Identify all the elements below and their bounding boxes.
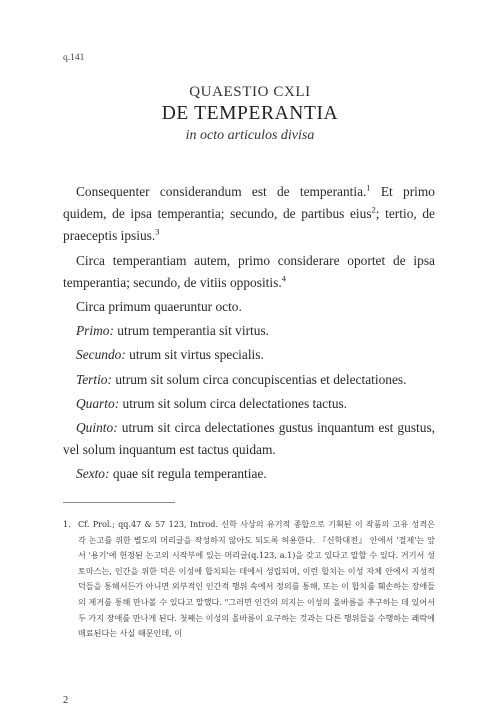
footnote-number: 1. [63,519,71,529]
article-ordinal: Secundo: [76,347,126,363]
article-text: utrum sit virtus specialis. [125,347,264,363]
question-title: DE TEMPERANTIA [161,103,339,124]
article-ordinal: Primo: [76,323,114,339]
article-ordinal: Tertio: [76,371,112,387]
footnote-marker-4: 4 [281,273,286,284]
article-text: utrum temperantia sit virtus. [113,323,270,339]
article-item [63,369,435,391]
article-text: quae sit regula temperantiae. [109,466,267,482]
paragraph-primum: Circa primum quaeruntur octo. [76,299,242,315]
article-ordinal: Quinto: [76,420,118,436]
footnote-divider [63,502,175,503]
article-item [63,320,435,342]
article-ordinal: Sexto: [76,466,110,482]
footnote-marker-1: 1 [366,182,371,193]
article-text: utrum sit solum circa delectationes tactus. [119,395,348,411]
question-number: QUAESTIO CXLI [189,84,311,100]
paragraph-intro [63,181,435,248]
footnote-text: Cf. Prol.; qq.47 & 57 123, Introd. 신학 사상의 유기적 종합으로 기획된 이 작품의 고유 성격은 각 논고를 위한 별도의 머리글을 작성하지 않아도 되도록 허용한다. 『신학대전』 안에서 '절제'는 앞서 '용기'에 헌정된 논고의 시작부에 있는 머리글(q.123, a.1)을 갖고 있다고 말할 수 있다. 거기서 성 토마스는, 인간을 위한 덕은 이성에 합치되는 데에서 성립되며, 이런 합치는 이성 자체 안에서 지성적 덕들을 통해서든가 아니면 외부적인 인간적 행위 속에서 정의를 통해, 또는 이 합치를 훼손하는 장애들의 제거를 통해 만나볼 수 있다고 말했다. "그러면 인간의 의지는 이성의 올바름을 추구하는 데 있어서 두 가지 장애를 만나게 된다. 첫째는 이성의 올바름이 요구하는 것과는 다른 행위들을 수행하는 쾌락에 매료된다는 사실 때문인데, 이 [78,519,435,639]
paragraph-intro-a: Consequenter considerandum est de temperantia. [76,184,367,199]
article-ordinal: Quarto: [76,395,120,411]
paragraph-intro-c: ; tertio, de praeceptis ipsius. [63,206,435,244]
article-text: utrum sit solum circa concupiscentias et delectationes. [111,371,407,387]
paragraph-circa-text: Circa temperantiam autem, primo considerare oportet de ipsa temperantia; secundo, de vitiis oppositis. [63,252,435,290]
footnote-marker-2: 2 [371,204,376,215]
article-item [63,463,435,485]
article-text: utrum sit circa delectationes gustus inquantum est gustus, vel solum inquantum est tactus quidam. [63,420,435,458]
article-item [63,344,435,366]
footnote [63,517,435,642]
running-head: q.141 [63,53,85,63]
paragraph-circa [63,250,435,294]
footnote-marker-3: 3 [155,226,160,237]
page-number: 2 [63,695,69,706]
question-subtitle: in octo articulos divisa [185,128,315,143]
paragraph-intro-b: Et primo quidem, de ipsa temperantia; secundo, de partibus eius [63,184,435,222]
article-item [63,393,435,415]
article-item [63,417,435,461]
main-text [63,181,435,486]
